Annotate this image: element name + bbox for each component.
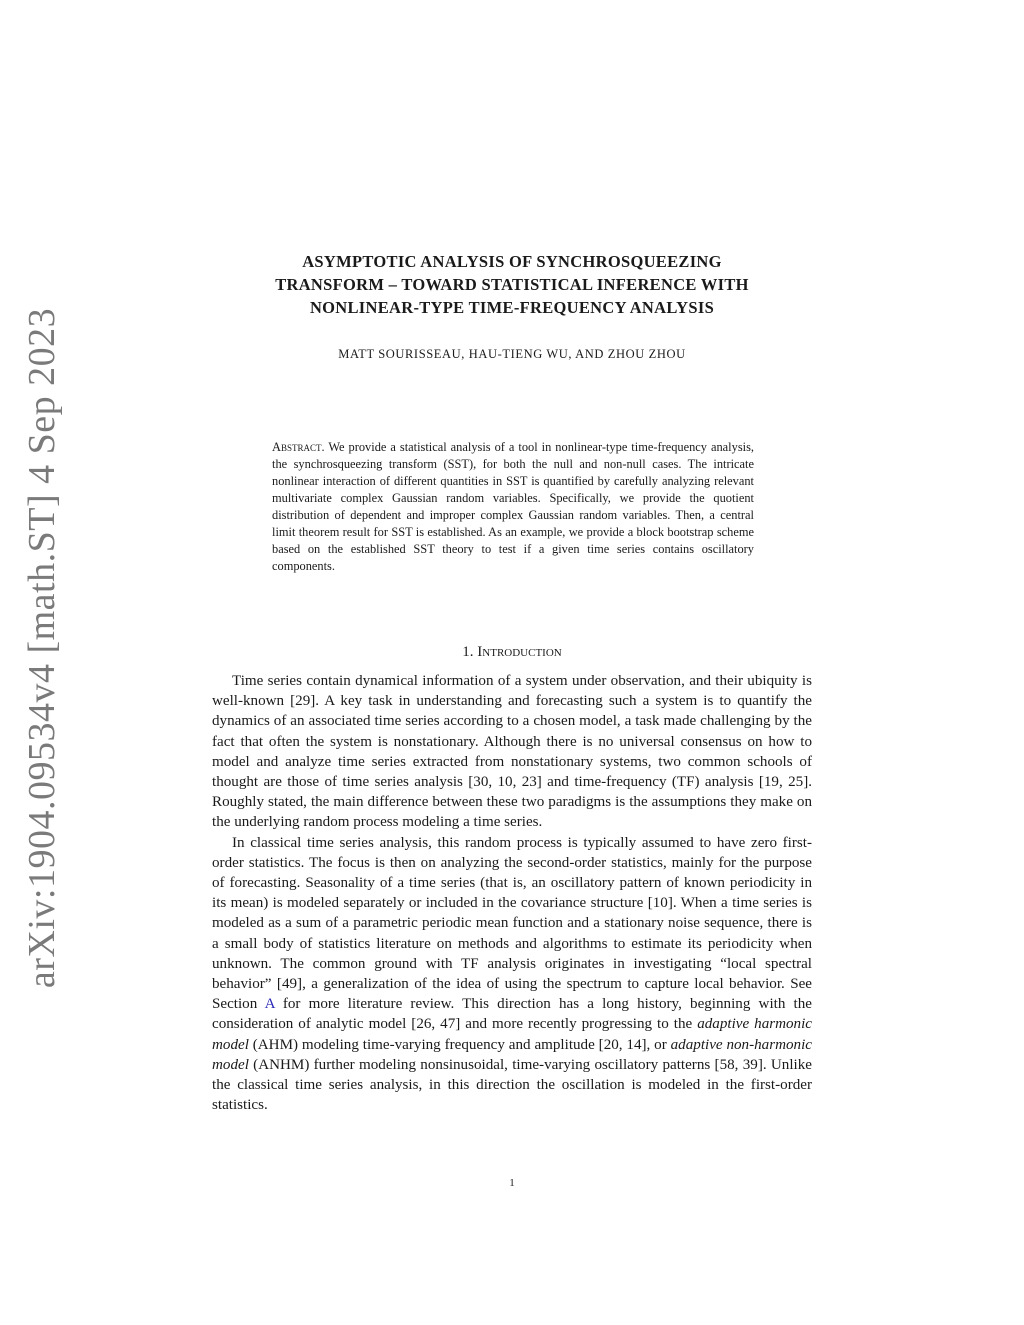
section-a-link[interactable]: A — [264, 996, 275, 1013]
body-text — [212, 671, 812, 1115]
paragraph-2-text: In classical time series analysis, this random process is typically assumed to have zero first-order statistics. The focus is then on analyzing the second-order statistics, mainly for the purpose of forecasting. Seasonality of a time series (that is, an oscillatory pattern of known periodicity in its mean) is modeled separately or included in the covariance structure [10]. When a time series is modeled as a sum of a parametric periodic mean function and a stationary noise sequence, there is a small body of statistics literature on methods and algorithms to estimate its periodicity when unknown. The common ground with TF analysis originates in investigating “local spectral behavior” [49], a generalization of the idea of using the spectrum to capture local behavior. See Section — [212, 834, 812, 1013]
anhm-term: adaptive non-harmonic model — [212, 1036, 812, 1073]
section-number: 1. — [462, 644, 474, 660]
arxiv-identifier-text: arXiv:1904.09534v4 [math.ST] 4 Sep 2023 — [21, 307, 63, 989]
section-title: Introduction — [477, 644, 562, 660]
title-line-3: NONLINEAR-TYPE TIME-FREQUENCY ANALYSIS — [309, 298, 715, 317]
paragraph-2 — [212, 833, 812, 1116]
abstract-label: Abstract. — [272, 440, 325, 454]
author-list: MATT SOURISSEAU, HAU-TIENG WU, AND ZHOU ZHOU — [338, 347, 686, 361]
paragraph-1: Time series contain dynamical information of a system under observation, and their ubiquity is well-known [29]. A key task in understanding and forecasting such a system is to quantify the dynamics of an associated time series according to a chosen model, a task made challenging by the fact that often the system is nonstationary. Although there is no universal consensus on how to model and analyze time series extracted from nonstationary systems, two common schools of thought are those of time series analysis [30, 10, 23] and time-frequency (TF) analysis [19, 25]. Roughly stated, the main difference between these two paradigms is the assumptions they make on the underlying random process modeling a time series. — [212, 673, 812, 831]
ahm-term: adaptive harmonic model — [212, 1016, 812, 1053]
paragraph-2-text: (AHM) modeling time-varying frequency and amplitude [20, 14], or — [248, 1036, 671, 1053]
title-line-2: TRANSFORM – TOWARD STATISTICAL INFERENCE WITH — [275, 275, 749, 294]
abstract — [272, 439, 754, 575]
arxiv-identifier-stamp — [12, 307, 72, 989]
section-heading — [212, 644, 812, 661]
paragraph-2-text: for more literature review. This direction has a long history, beginning with the consideration of analytic model [26, 47] and more recently progressing to the — [212, 996, 812, 1033]
paragraph-2-text: (ANHM) further modeling nonsinusoidal, time-varying oscillatory patterns [58, 39]. Unlike the classical time series analysis, in this direction the oscillation is modeled in the first-order statistics. — [212, 1056, 812, 1114]
abstract-text: We provide a statistical analysis of a tool in nonlinear-type time-frequency analysis, the synchrosqueezing transform (SST), for both the null and non-null cases. The intricate nonlinear interaction of different quantities in SST is quantified by carefully analyzing relevant multivariate complex Gaussian random variables. Specifically, we provide the quotient distribution of dependent and improper complex Gaussian random variables. Then, a central limit theorem result for SST is established. As an example, we provide a block bootstrap scheme based on the established SST theory to test if a given time series contains oscillatory components. — [272, 440, 755, 573]
title-line-1: ASYMPTOTIC ANALYSIS OF SYNCHROSQUEEZING — [302, 252, 722, 271]
page-number: 1 — [509, 1177, 515, 1189]
paper-title — [212, 250, 812, 319]
